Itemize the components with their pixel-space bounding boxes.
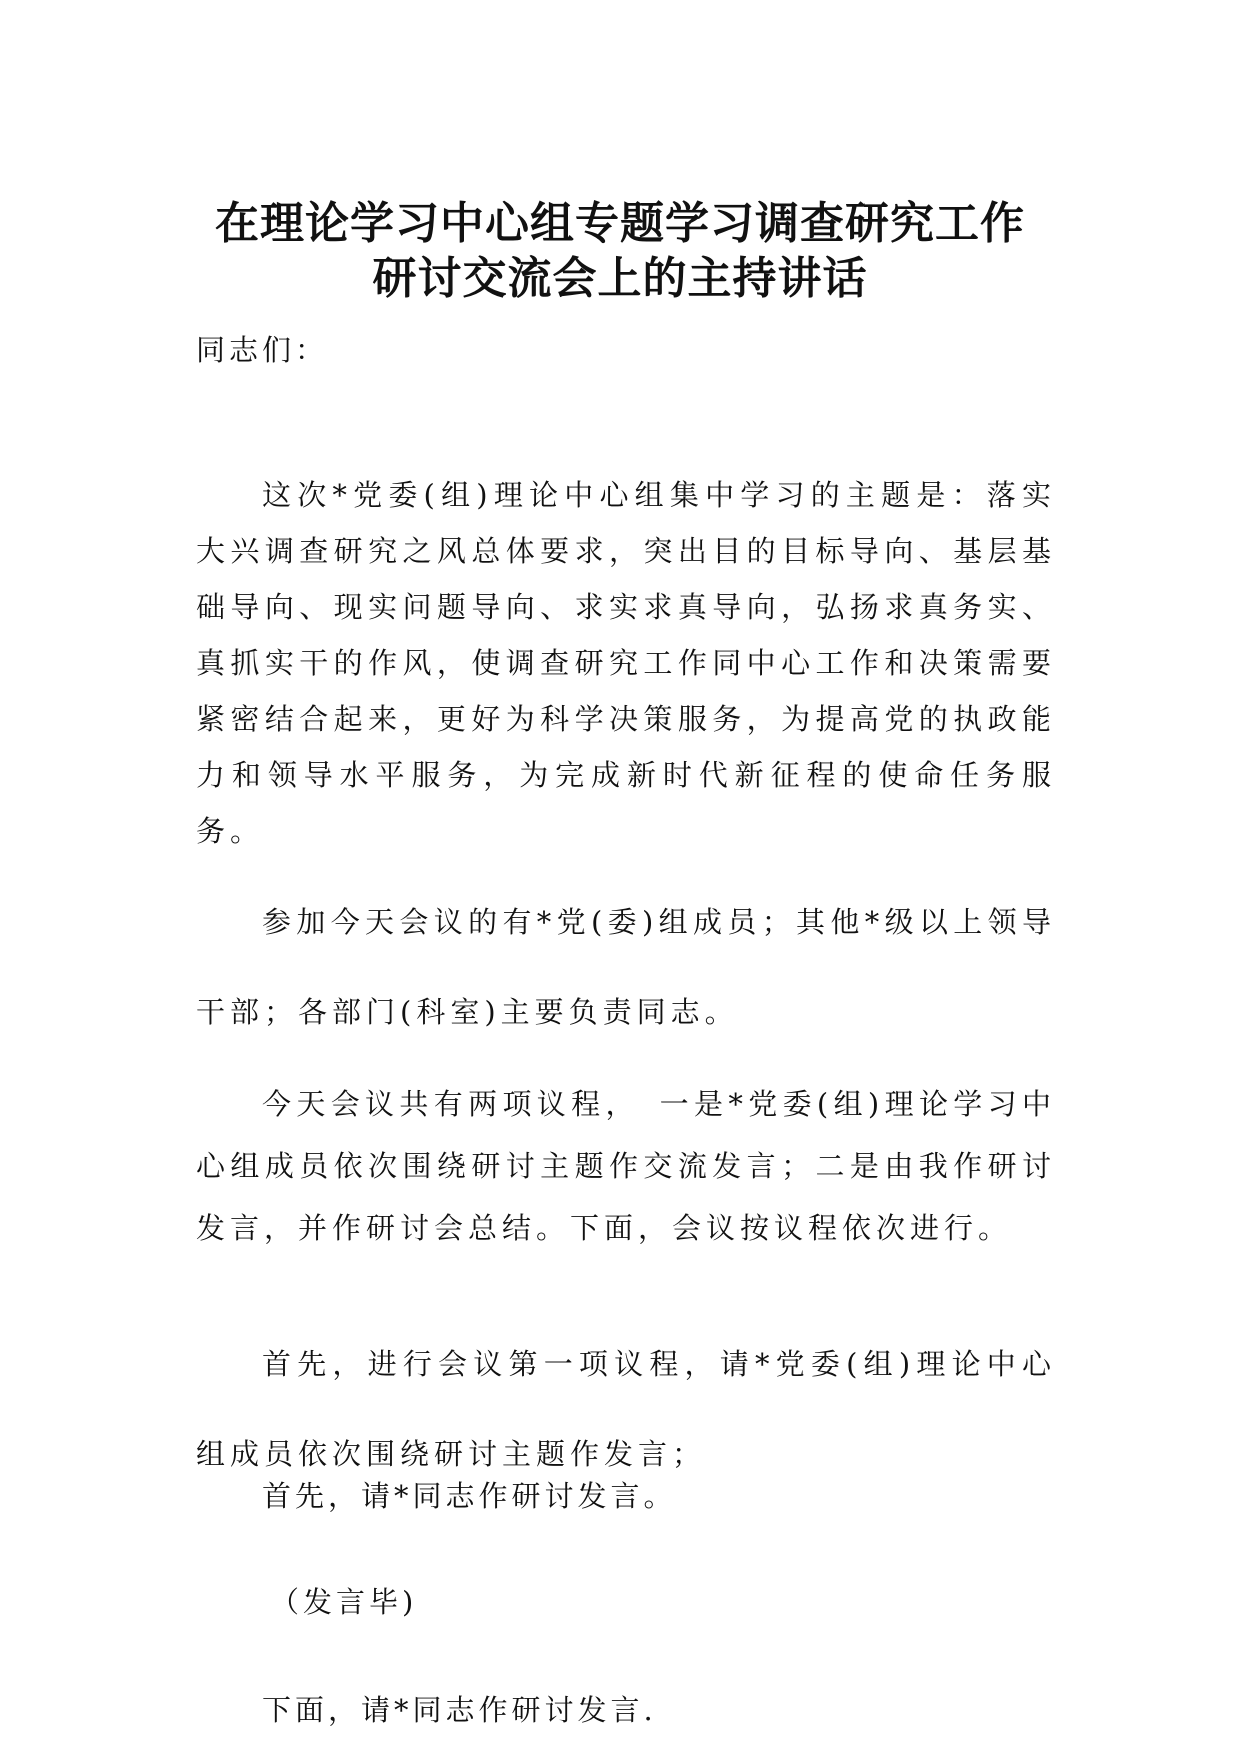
speaker-invite-next: 下面，请*同志作研讨发言. [262,1693,657,1727]
paragraph-first-item: 首先，进行会议第一项议程，请*党委(组)理论中心组成员依次围绕研讨主题作发言； [196,1347,1056,1471]
speech-finished-note: （发言毕) [270,1585,418,1619]
speaker-invite-first: 首先，请*同志作研讨发言。 [262,1479,677,1513]
paragraph-theme: 这次*党委(组)理论中心组集中学习的主题是：落实大兴调查研究之风总体要求，突出目的目标导向、基层基础导向、现实问题导向、求实求真导向，弘扬求真务实、真抓实干的作风，使调查研究工作同中心工作和决策需要紧密结合起来，更好为科学决策服务，为提高党的执政能力和领导水平服务，为完成新时代新征程的使命任务服务。 [196,478,1056,848]
paragraph-agenda: 今天会议共有两项议程， 一是*党委(组)理论学习中心组成员依次围绕研讨主题作交流发言；二是由我作研讨发言，并作研讨会总结。下面，会议按议程依次进行。 [196,1087,1056,1245]
document-title-line-2: 研讨交流会上的主持讲话 [372,253,868,304]
document-title-line-1: 在理论学习中心组专题学习调查研究工作 [215,198,1025,249]
salutation: 同志们： [196,333,329,367]
paragraph-attendees: 参加今天会议的有*党(委)组成员；其他*级以上领导干部；各部门(科室)主要负责同志。 [196,905,1056,1029]
